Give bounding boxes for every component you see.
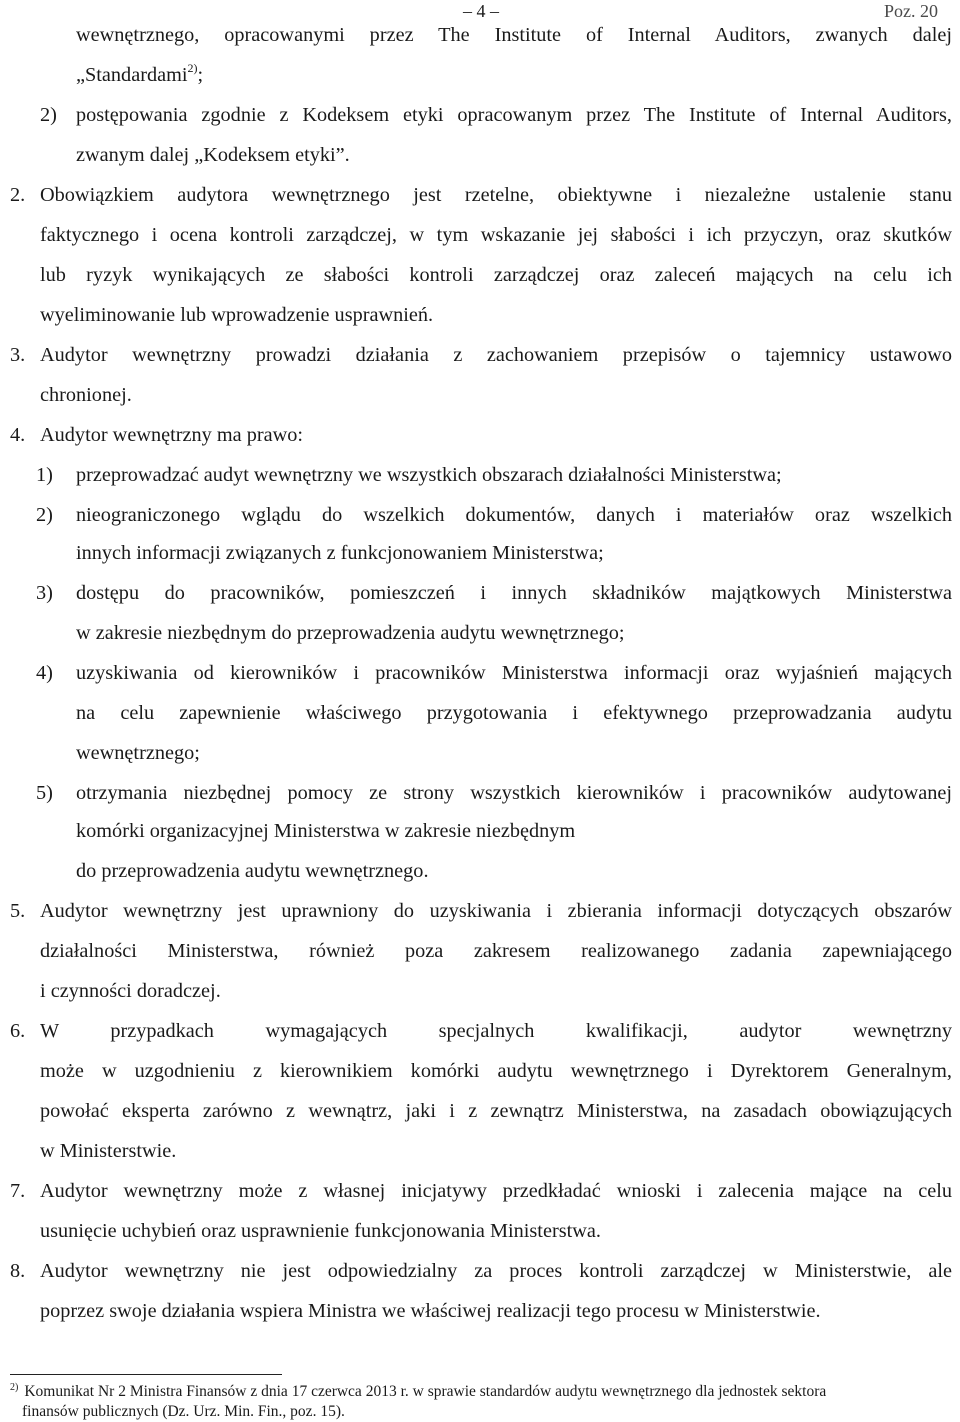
section-number: 8. xyxy=(10,1260,26,1282)
list-item-line: w zakresie niezbędnym do przeprowadzenia audytu wewnętrznego; xyxy=(76,622,625,644)
paragraph-line: i czynności doradczej. xyxy=(40,980,221,1002)
paragraph-line: poprzez swoje działania wspiera Ministra we właściwej realizacji tego procesu w Ministerstwie. xyxy=(40,1300,821,1322)
list-item-line: otrzymania niezbędnej pomocy ze strony wszystkich kierowników i pracowników audytowanej xyxy=(76,782,952,804)
list-item-line: zwanym dalej „Kodeksem etyki”. xyxy=(76,144,350,166)
footnote-line: $^{2)}$ Komunikat Nr 2 Ministra Finansów z dnia 17 czerwca 2013 r. w sprawie standardów audytu wewnętrznego dla jednostek sektora xyxy=(10,1382,827,1400)
list-number: 4) xyxy=(36,662,53,684)
list-item-line: nieograniczonego wglądu do wszelkich dokumentów, danych i materiałów oraz wszelkich xyxy=(76,504,952,526)
paragraph-line: Audytor wewnętrzny ma prawo: xyxy=(40,424,304,446)
list-item-line: do przeprowadzenia audytu wewnętrznego. xyxy=(76,860,429,882)
page-number-marker: – 4 – xyxy=(463,1,499,21)
paragraph-line: w Ministerstwie. xyxy=(40,1140,177,1162)
paragraph-line: Audytor wewnętrzny nie jest odpowiedzialny za proces kontroli zarządczej w Ministerstwie, ale xyxy=(40,1260,952,1282)
paragraph-line: faktycznego i ocena kontroli zarządczej, w tym wskazanie jej słabości i ich przyczyn, oraz skutków xyxy=(40,224,952,246)
section-number: 7. xyxy=(10,1180,26,1202)
footnote-ref: 2) xyxy=(187,61,198,75)
list-item-line: dostępu do pracowników, pomieszczeń i innych składników majątkowych Ministerstwa xyxy=(76,582,952,604)
paragraph-line: powołać eksperta zarówno z wewnątrz, jaki i z zewnątrz Ministerstwa, na zasadach obowiązujących xyxy=(40,1100,952,1122)
list-item-line: komórki organizacyjnej Ministerstwa w zakresie niezbędnym xyxy=(76,820,576,842)
list-item-line: uzyskiwania od kierowników i pracowników Ministerstwa informacji oraz wyjaśnień mających xyxy=(76,662,952,684)
list-item-line: na celu zapewnienie właściwego przygotowania i efektywnego przeprowadzania audytu xyxy=(76,702,952,724)
list-item-line: innych informacji związanych z funkcjonowaniem Ministerstwa; xyxy=(76,542,604,564)
continuation-line: wewnętrznego, opracowanymi przez The Institute of Internal Auditors, zwanych dalej xyxy=(76,24,952,46)
paragraph-line: Audytor wewnętrzny prowadzi działania z zachowaniem przepisów o tajemnicy ustawowo xyxy=(40,344,952,366)
list-item-line: postępowania zgodnie z Kodeksem etyki opracowanym przez The Institute of Internal Auditors, xyxy=(76,104,952,126)
paragraph-line: chronionej. xyxy=(40,384,132,406)
section-number: 3. xyxy=(10,344,26,366)
list-number: 5) xyxy=(36,782,53,804)
section-number: 5. xyxy=(10,900,26,922)
section-number: 6. xyxy=(10,1020,26,1042)
footnote-line: finansów publicznych (Dz. Urz. Min. Fin., poz. 15). xyxy=(22,1403,345,1420)
paragraph-line: lub ryzyk wynikających ze słabości kontroli zarządczej oraz zaleceń mających na celu ich xyxy=(40,264,952,286)
footnote-marker: 2) xyxy=(10,1382,19,1393)
paragraph-line: Audytor wewnętrzny może z własnej inicjatywy przedkładać wnioski i zalecenia mające na celu xyxy=(40,1180,952,1202)
list-item-line: przeprowadzać audyt wewnętrzny we wszystkich obszarach działalności Ministerstwa; xyxy=(76,464,782,486)
paragraph-line: działalności Ministerstwa, również poza zakresem realizowanego zadania zapewniającego xyxy=(40,940,952,962)
position-label: Poz. 20 xyxy=(884,1,938,21)
paragraph-line: Obowiązkiem audytora wewnętrznego jest rzetelne, obiektywne i niezależne ustalenie stanu xyxy=(40,184,952,206)
list-number: 1) xyxy=(36,464,53,486)
paragraph-line: Audytor wewnętrzny jest uprawniony do uzyskiwania i zbierania informacji dotyczących obszarów xyxy=(40,900,952,922)
list-number: 2) xyxy=(36,504,53,526)
continuation-line: „Standardami$^{2)}$; xyxy=(76,61,204,86)
footnote-separator xyxy=(10,1374,282,1375)
list-number: 2) xyxy=(40,104,57,126)
section-number: 2. xyxy=(10,184,26,206)
list-number: 3) xyxy=(36,582,53,604)
paragraph-line: wyeliminowanie lub wprowadzenie usprawnień. xyxy=(40,304,434,326)
section-number: 4. xyxy=(10,424,26,446)
paragraph-line: może w uzgodnieniu z kierownikiem komórki audytu wewnętrznego i Dyrektorem Generalnym, xyxy=(40,1060,952,1082)
paragraph-line: W przypadkach wymagających specjalnych kwalifikacji, audytor wewnętrzny xyxy=(40,1020,952,1042)
paragraph-line: usunięcie uchybień oraz usprawnienie funkcjonowania Ministerstwa. xyxy=(40,1220,601,1242)
list-item-line: wewnętrznego; xyxy=(76,742,200,764)
